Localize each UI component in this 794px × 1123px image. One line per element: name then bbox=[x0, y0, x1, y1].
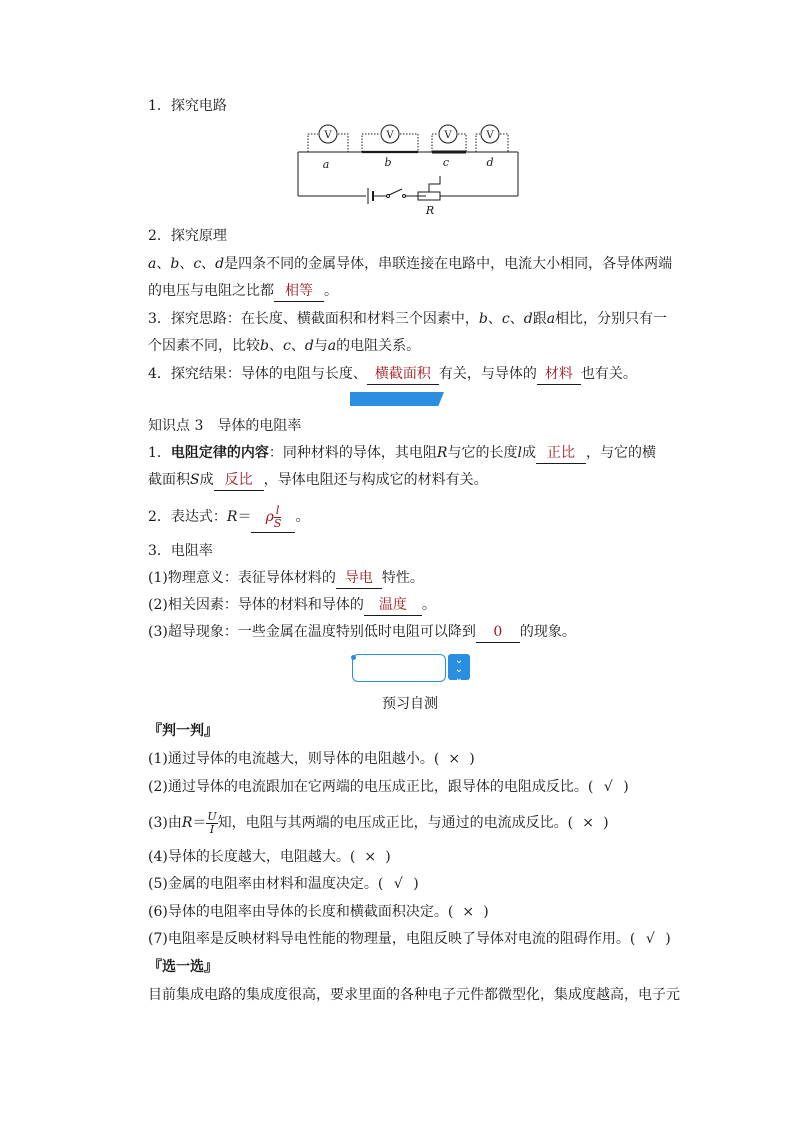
answer-blank: 温度 bbox=[364, 595, 422, 616]
principle-line-2: 的电压与电阻之比都 相等 。 bbox=[148, 281, 338, 302]
resistivity-item-3: (3)超导现象：一些金属在温度特别低时电阻可以降到 0 的现象。 bbox=[148, 622, 576, 643]
judge-item-7: (7)电阻率是反映材料导电性能的物理量，电阻反映了导体对电流的阻碍作用。( √ ) bbox=[148, 931, 671, 947]
conductor-label-b: b bbox=[384, 156, 392, 169]
result-line: 4．探究结果：导体的电阻与长度、 横截面积 有关，与导体的 材料 也有关。 bbox=[148, 364, 637, 385]
answer-blank: 反比 bbox=[214, 470, 264, 491]
answer-blank: 横截面积 bbox=[367, 364, 439, 385]
judge-item-3: (3)由R＝ $\frac{U}{I}$ 知，电阻与其两端的电压成正比，与通过的电流成反比。( × ) bbox=[148, 809, 609, 836]
formula-blank: ρ $\frac{l}{S}$ bbox=[251, 502, 295, 533]
resistor-label: R bbox=[425, 204, 435, 217]
answer-blank: 材料 bbox=[537, 364, 581, 385]
preview-title: 预习自测 bbox=[382, 696, 438, 712]
law-line-2: 截面积S成 反比 ，导体电阻还与构成它的材料有关。 bbox=[148, 470, 488, 491]
principle-line-1: a、b、c、d是四条不同的金属导体，串联连接在电路中，电流大小相同，各导体两端 bbox=[148, 256, 673, 272]
conductor-label-c: c bbox=[442, 156, 450, 169]
answer-blank: 正比 bbox=[536, 443, 586, 464]
resistivity-heading: 3．电阻率 bbox=[148, 543, 213, 559]
section-1-heading: 1．探究电路 bbox=[148, 98, 227, 114]
double-chevron-down-icon: ⌄ ⌄ ⌄ bbox=[448, 654, 470, 680]
judge-item-2: (2)通过导体的电流跟加在它两端的电压成正比，跟导体的电阻成反比。( √ ) bbox=[148, 779, 629, 795]
section-2-heading: 2．探究原理 bbox=[148, 228, 227, 244]
knowledge-point-heading: 知识点 3 导体的电阻率 bbox=[148, 418, 302, 434]
answer-blank: 相等 bbox=[274, 281, 324, 302]
dot-icon bbox=[351, 655, 356, 660]
section-banner bbox=[350, 392, 444, 406]
voltmeter-label: V bbox=[444, 130, 452, 141]
voltmeter-label: V bbox=[386, 130, 394, 141]
resistivity-item-2: (2)相关因素：导体的材料和导体的 温度 。 bbox=[148, 595, 436, 616]
judge-item-5: (5)金属的电阻率由材料和温度决定。( √ ) bbox=[148, 876, 419, 892]
judge-item-4: (4)导体的长度越大，电阻越大。( × ) bbox=[148, 849, 391, 865]
approach-line-2: 个因素不同，比较b、c、d与a的电阻关系。 bbox=[148, 338, 421, 354]
conductor-label-a: a bbox=[322, 158, 330, 171]
conductor-label-d: d bbox=[486, 156, 494, 169]
voltmeter-label: V bbox=[324, 130, 332, 141]
approach-line-1: 3．探究思路：在长度、横截面积和材料三个因素中，b、c、d跟a相比，分别只有一 bbox=[148, 311, 668, 327]
judge-heading: 『判一判』 bbox=[148, 723, 218, 739]
preview-badge bbox=[352, 654, 446, 682]
law-line-1: 1．电阻定律的内容：同种材料的导体，其电阻R与它的长度l成 正比 ，与它的横 bbox=[148, 443, 656, 464]
circuit-diagram bbox=[290, 120, 530, 220]
answer-blank: 导电 bbox=[336, 568, 382, 589]
choose-heading: 『选一选』 bbox=[148, 959, 218, 975]
answer-blank: 0 bbox=[476, 622, 520, 643]
judge-item-6: (6)导体的电阻率由导体的长度和横截面积决定。( × ) bbox=[148, 904, 489, 920]
expression-line: 2．表达式：R＝ ρ $\frac{l}{S}$ 。 bbox=[148, 502, 309, 533]
judge-item-1: (1)通过导体的电流越大，则导体的电阻越小。( × ) bbox=[148, 751, 475, 767]
choose-text: 目前集成电路的集成度很高，要求里面的各种电子元件都微型化，集成度越高，电子元 bbox=[148, 987, 680, 1003]
voltmeter-label: V bbox=[486, 130, 494, 141]
resistivity-item-1: (1)物理意义：表征导体材料的 导电 特性。 bbox=[148, 568, 424, 589]
